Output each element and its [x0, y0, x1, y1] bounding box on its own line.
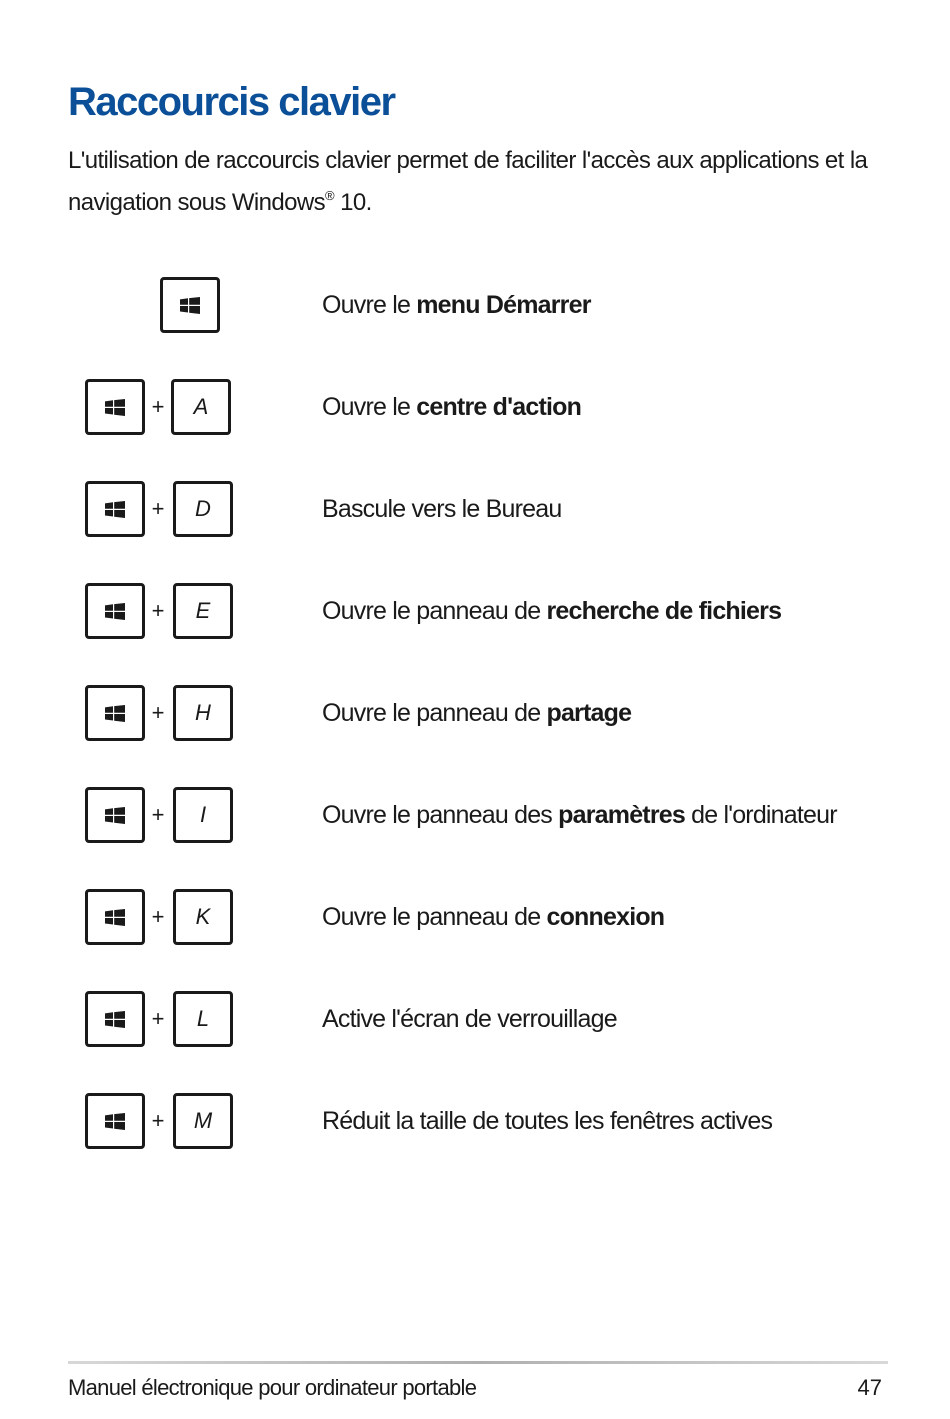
- plus-sign: +: [151, 700, 165, 725]
- plus-sign: +: [151, 1108, 165, 1133]
- plus-sign: +: [151, 904, 165, 929]
- description-text: Active l'écran de verrouillage: [322, 1005, 617, 1033]
- windows-logo-icon: [105, 705, 125, 722]
- windows-key: [85, 889, 145, 945]
- plus-sign: +: [151, 598, 165, 623]
- windows-key: [85, 379, 145, 435]
- windows-key: [85, 1093, 145, 1149]
- description-text: Ouvre le: [322, 393, 417, 421]
- intro-text: L'utilisation de raccourcis clavier permet de faciliter l'accès aux applications et la navigation sous Windows: [68, 147, 868, 216]
- shortcut-row: [0, 583, 950, 643]
- description-bold: paramètres: [558, 801, 685, 829]
- windows-key: [85, 583, 145, 639]
- intro-paragraph: [68, 143, 898, 220]
- description-text: Ouvre le panneau de: [322, 597, 547, 625]
- plus-sign: +: [151, 1006, 165, 1031]
- shortcut-row: [0, 481, 950, 541]
- shortcut-description: [322, 991, 617, 1047]
- shortcut-description: [322, 685, 631, 741]
- shortcut-row: [0, 787, 950, 847]
- plus-sign: +: [151, 802, 165, 827]
- shortcut-row: [0, 889, 950, 949]
- description-text: Ouvre le: [322, 291, 417, 319]
- shortcut-description: [322, 1093, 772, 1149]
- plus-sign: +: [151, 496, 165, 521]
- page-number: 47: [857, 1375, 882, 1400]
- letter-key: K: [173, 889, 233, 945]
- registered-mark: ®: [325, 188, 334, 203]
- letter-key: A: [171, 379, 231, 435]
- windows-logo-icon: [105, 909, 125, 926]
- letter-key: E: [173, 583, 233, 639]
- description-bold: menu Démarrer: [416, 291, 591, 319]
- windows-key: [85, 685, 145, 741]
- footer-manual-title: Manuel électronique pour ordinateur portable: [68, 1375, 477, 1400]
- description-tail: de l'ordinateur: [684, 801, 837, 829]
- description-text: Bascule vers le Bureau: [322, 495, 562, 523]
- shortcut-row: [0, 991, 950, 1051]
- description-bold: centre d'action: [416, 393, 582, 421]
- shortcut-row: [0, 277, 950, 337]
- windows-key: [85, 481, 145, 537]
- plus-sign: +: [151, 394, 165, 419]
- windows-logo-icon: [105, 603, 125, 620]
- shortcut-row: [0, 1093, 950, 1153]
- shortcut-description: [322, 889, 664, 945]
- page-title: Raccourcis clavier: [68, 80, 395, 124]
- description-text: Ouvre le panneau de: [322, 903, 547, 931]
- letter-key: M: [173, 1093, 233, 1149]
- windows-logo-icon: [105, 501, 125, 518]
- windows-logo-icon: [105, 399, 125, 416]
- shortcut-row: [0, 379, 950, 439]
- description-bold: recherche de fichiers: [546, 597, 782, 625]
- description-bold: connexion: [546, 903, 665, 931]
- letter-key: L: [173, 991, 233, 1047]
- windows-logo-icon: [105, 1011, 125, 1028]
- description-text: Réduit la taille de toutes les fenêtres actives: [322, 1107, 773, 1135]
- description-text: Ouvre le panneau des: [322, 801, 559, 829]
- letter-key: D: [173, 481, 233, 537]
- letter-key: H: [173, 685, 233, 741]
- shortcut-description: [322, 277, 591, 333]
- description-text: Ouvre le panneau de: [322, 699, 547, 727]
- shortcut-description: [322, 787, 837, 843]
- shortcut-description: [322, 379, 581, 435]
- windows-logo-icon: [105, 1113, 125, 1130]
- intro-version: 10.: [334, 189, 372, 216]
- shortcut-description: [322, 481, 561, 537]
- windows-key: [85, 991, 145, 1047]
- letter-key: I: [173, 787, 233, 843]
- windows-logo-icon: [180, 297, 200, 314]
- description-bold: partage: [546, 699, 632, 727]
- shortcut-row: [0, 685, 950, 745]
- windows-logo-icon: [105, 807, 125, 824]
- footer-divider: [68, 1361, 888, 1364]
- windows-key: [160, 277, 220, 333]
- shortcut-description: [322, 583, 781, 639]
- windows-key: [85, 787, 145, 843]
